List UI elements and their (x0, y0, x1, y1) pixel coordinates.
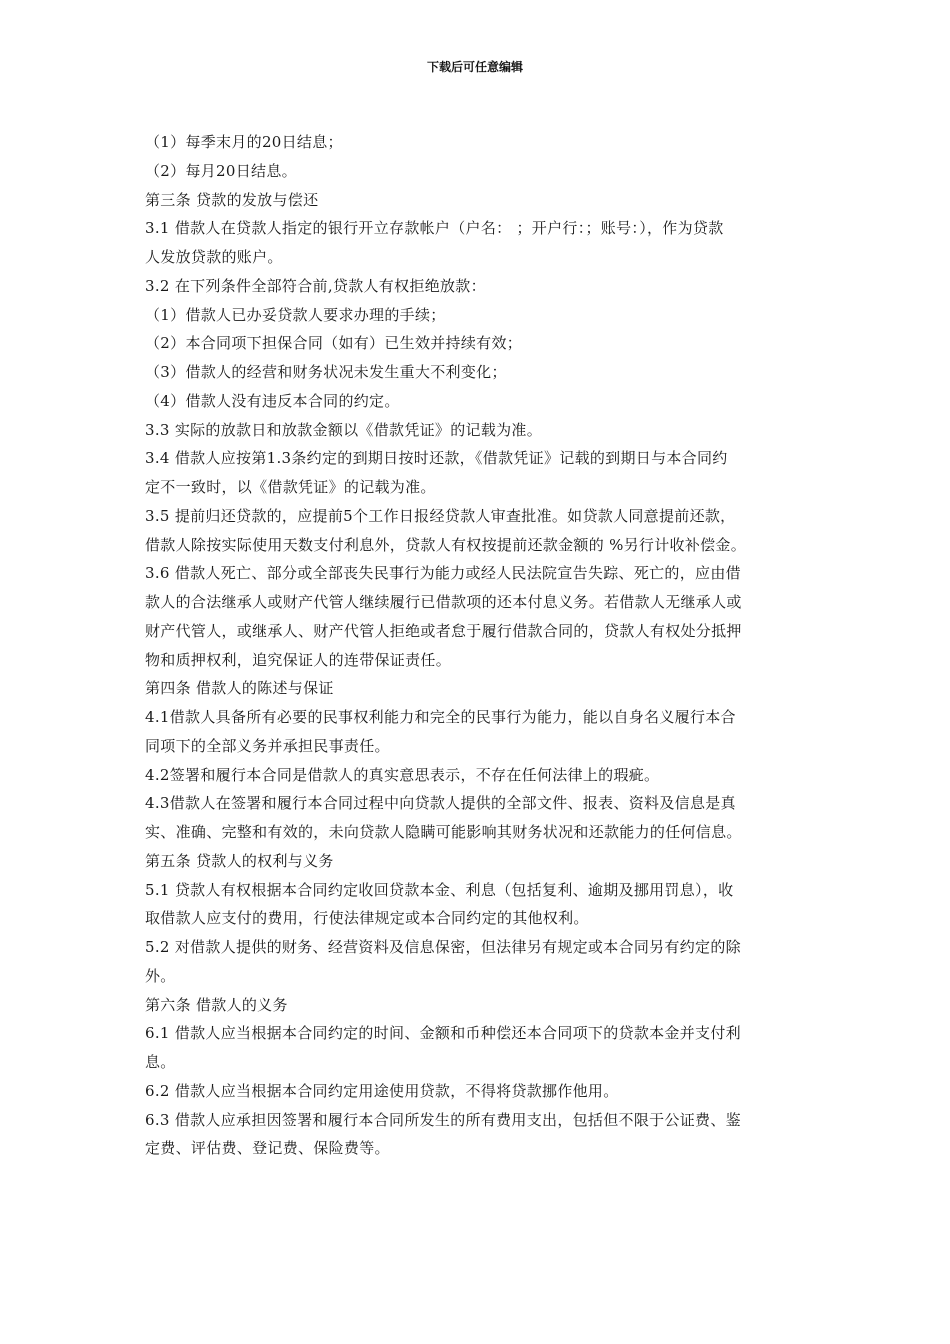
text-line: （1）借款人已办妥贷款人要求办理的手续； (145, 305, 446, 324)
text-line: （2）每月20日结息。 (145, 161, 297, 180)
text-line: 款人的合法继承人或财产代管人继续履行已借款项的还本付息义务。若借款人无继承人或 (145, 593, 742, 611)
text-line: 5.2 对借款人提供的财务、经营资料及信息保密，但法律另有规定或本合同另有约定的除 (145, 938, 741, 956)
text-line: （1）每季末月的20日结息； (145, 133, 343, 151)
text-line: 6.2 借款人应当根据本合同约定用途使用贷款，不得将贷款挪作他用。 (145, 1081, 619, 1100)
section-heading: 第四条 借款人的陈述与保证 (145, 679, 334, 698)
text-line: 3.2 在下列条件全部符合前,贷款人有权拒绝放款： (145, 276, 486, 295)
text-line: 息。 (145, 1053, 176, 1071)
section-heading: 第六条 借款人的义务 (145, 995, 288, 1014)
text-line: 取借款人应支付的费用，行使法律规定或本合同约定的其他权利。 (145, 909, 589, 928)
text-line: 3.6 借款人死亡、部分或全部丧失民事行为能力或经人民法院宣告失踪、死亡的，应由借 (145, 564, 741, 583)
text-line: 物和质押权利，追究保证人的连带保证责任。 (145, 650, 452, 669)
text-line: 6.1 借款人应当根据本合同约定的时间、金额和币种偿还本合同项下的贷款本金并支付利 (145, 1024, 741, 1043)
section-heading: 第三条 贷款的发放与偿还 (145, 190, 319, 209)
page-header: 下载后可任意编辑 (426, 60, 523, 74)
text-line: 4.2签署和履行本合同是借款人的真实意思表示，不存在任何法律上的瑕疵。 (145, 765, 660, 784)
text-line: 同项下的全部义务并承担民事责任。 (145, 736, 390, 755)
text-line: 4.3借款人在签署和履行本合同过程中向贷款人提供的全部文件、报表、资料及信息是真 (145, 794, 736, 813)
text-line: 6.3 借款人应承担因签署和履行本合同所发生的所有费用支出，包括但不限于公证费、鉴 (145, 1110, 741, 1129)
text-line: （2）本合同项下担保合同（如有）已生效并持续有效； (145, 334, 523, 353)
text-line: 3.3 实际的放款日和放款金额以《借款凭证》的记载为准。 (145, 420, 543, 439)
text-line: 3.4 借款人应按第1.3条约定的到期日按时还款，《借款凭证》记载的到期日与本合同约 (145, 449, 728, 468)
text-line: 3.5 提前归还贷款的，应提前5个工作日报经贷款人审查批准。如贷款人同意提前还款， (145, 506, 736, 525)
text-line: 5.1 贷款人有权根据本合同约定收回贷款本金、利息（包括复利、逾期及挪用罚息），收 (145, 880, 734, 899)
text-line: 4.1借款人具备所有必要的民事权利能力和完全的民事行为能力，能以自身名义履行本合 (145, 708, 736, 726)
text-line: 3.1 借款人在贷款人指定的银行开立存款帐户（户名： ；开户行：；账号：），作为贷款 (145, 219, 724, 238)
text-line: 借款人除按实际使用天数支付利息外，贷款人有权按提前还款金额的 %另行计收补偿金。 (145, 535, 747, 554)
text-line: （3）借款人的经营和财务状况未发生重大不利变化； (145, 363, 507, 381)
text-line: 外。 (145, 966, 176, 985)
text-line: （4）借款人没有违反本合同的约定。 (145, 391, 400, 410)
section-heading: 第五条 贷款人的权利与义务 (145, 851, 334, 870)
text-line: 定不一致时，以《借款凭证》的记载为准。 (145, 478, 436, 496)
text-line: 财产代管人，或继承人、财产代管人拒绝或者怠于履行借款合同的，贷款人有权处分抵押 (145, 621, 742, 640)
document-body (145, 128, 813, 1163)
text-line: 实、准确、完整和有效的，未向贷款人隐瞒可能影响其财务状况和还款能力的任何信息。 (145, 823, 742, 841)
text-line: 定费、评估费、登记费、保险费等。 (145, 1139, 390, 1158)
text-line: 人发放贷款的账户。 (145, 248, 283, 266)
